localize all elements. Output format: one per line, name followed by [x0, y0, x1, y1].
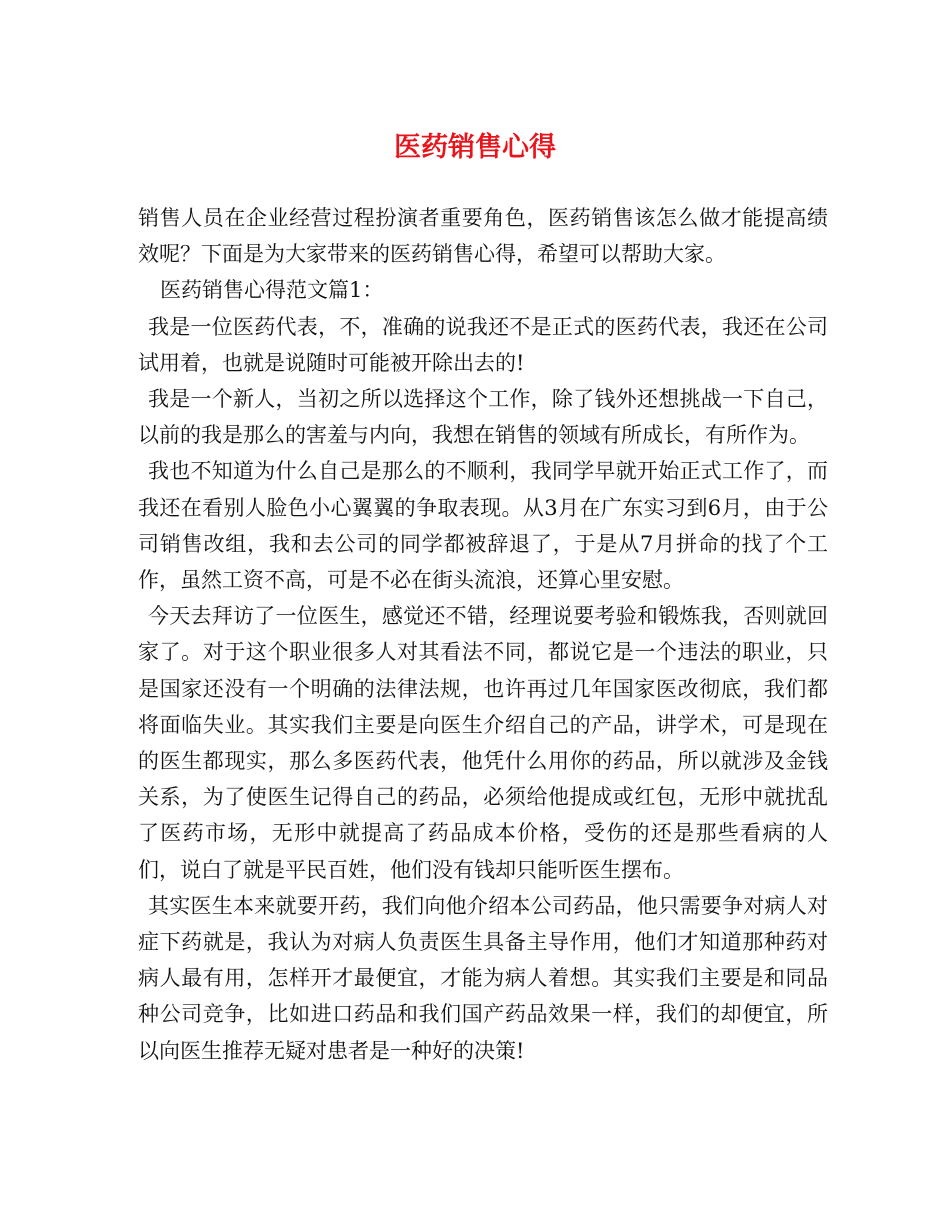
paragraph-intro: 销售人员在企业经营过程扮演者重要角色，医药销售该怎么做才能提高绩效呢？下面是为大家带来的医药销售心得，希望可以帮助大家。 — [138, 206, 828, 267]
document-body — [138, 200, 828, 1069]
paragraph-body: 我是一个新人，当初之所以选择这个工作，除了钱外还想挑战一下自己，以前的我是那么的害羞与内向，我想在销售的领域有所成长，有所作为。 — [138, 387, 828, 448]
paragraph-section-heading: 医药销售心得范文篇1： — [160, 278, 384, 303]
document-title: 医药销售心得 — [394, 132, 556, 163]
paragraph-body: 我是一位医药代表，不，准确的说我还不是正式的医药代表，我还在公司试用着，也就是说随时可能被开除出去的! — [138, 314, 828, 375]
paragraph-body: 我也不知道为什么自己是那么的不顺利，我同学早就开始正式工作了，而我还在看别人脸色小心翼翼的争取表现。从3月在广东实习到6月，由于公司销售改组，我和去公司的同学都被辞退了，于是从7月拼命的找了个工作，虽然工资不高，可是不必在街头流浪，还算心里安慰。 — [138, 459, 828, 593]
paragraph-body: 今天去拜访了一位医生，感觉还不错，经理说要考验和锻炼我，否则就回家了。对于这个职业很多人对其看法不同，都说它是一个违法的职业，只是国家还没有一个明确的法律法规，也许再过几年国家医改彻底，我们都将面临失业。其实我们主要是向医生介绍自己的产品，讲学术，可是现在的医生都现实，那么多医药代表，他凭什么用你的药品，所以就涉及金钱关系，为了使医生记得自己的药品，必须给他提成或红包，无形中就扰乱了医药市场，无形中就提高了药品成本价格，受伤的还是那些看病的人们，说白了就是平民百姓，他们没有钱却只能听医生摆布。 — [138, 604, 828, 882]
paragraph-body: 其实医生本来就要开药，我们向他介绍本公司药品，他只需要争对病人对症下药就是，我认为对病人负责医生具备主导作用，他们才知道那种药对病人最有用，怎样开才最便宜，才能为病人着想。其实我们主要是和同品种公司竞争，比如进口药品和我们国产药品效果一样，我们的却便宜，所以向医生推荐无疑对患者是一种好的决策! — [138, 893, 828, 1063]
